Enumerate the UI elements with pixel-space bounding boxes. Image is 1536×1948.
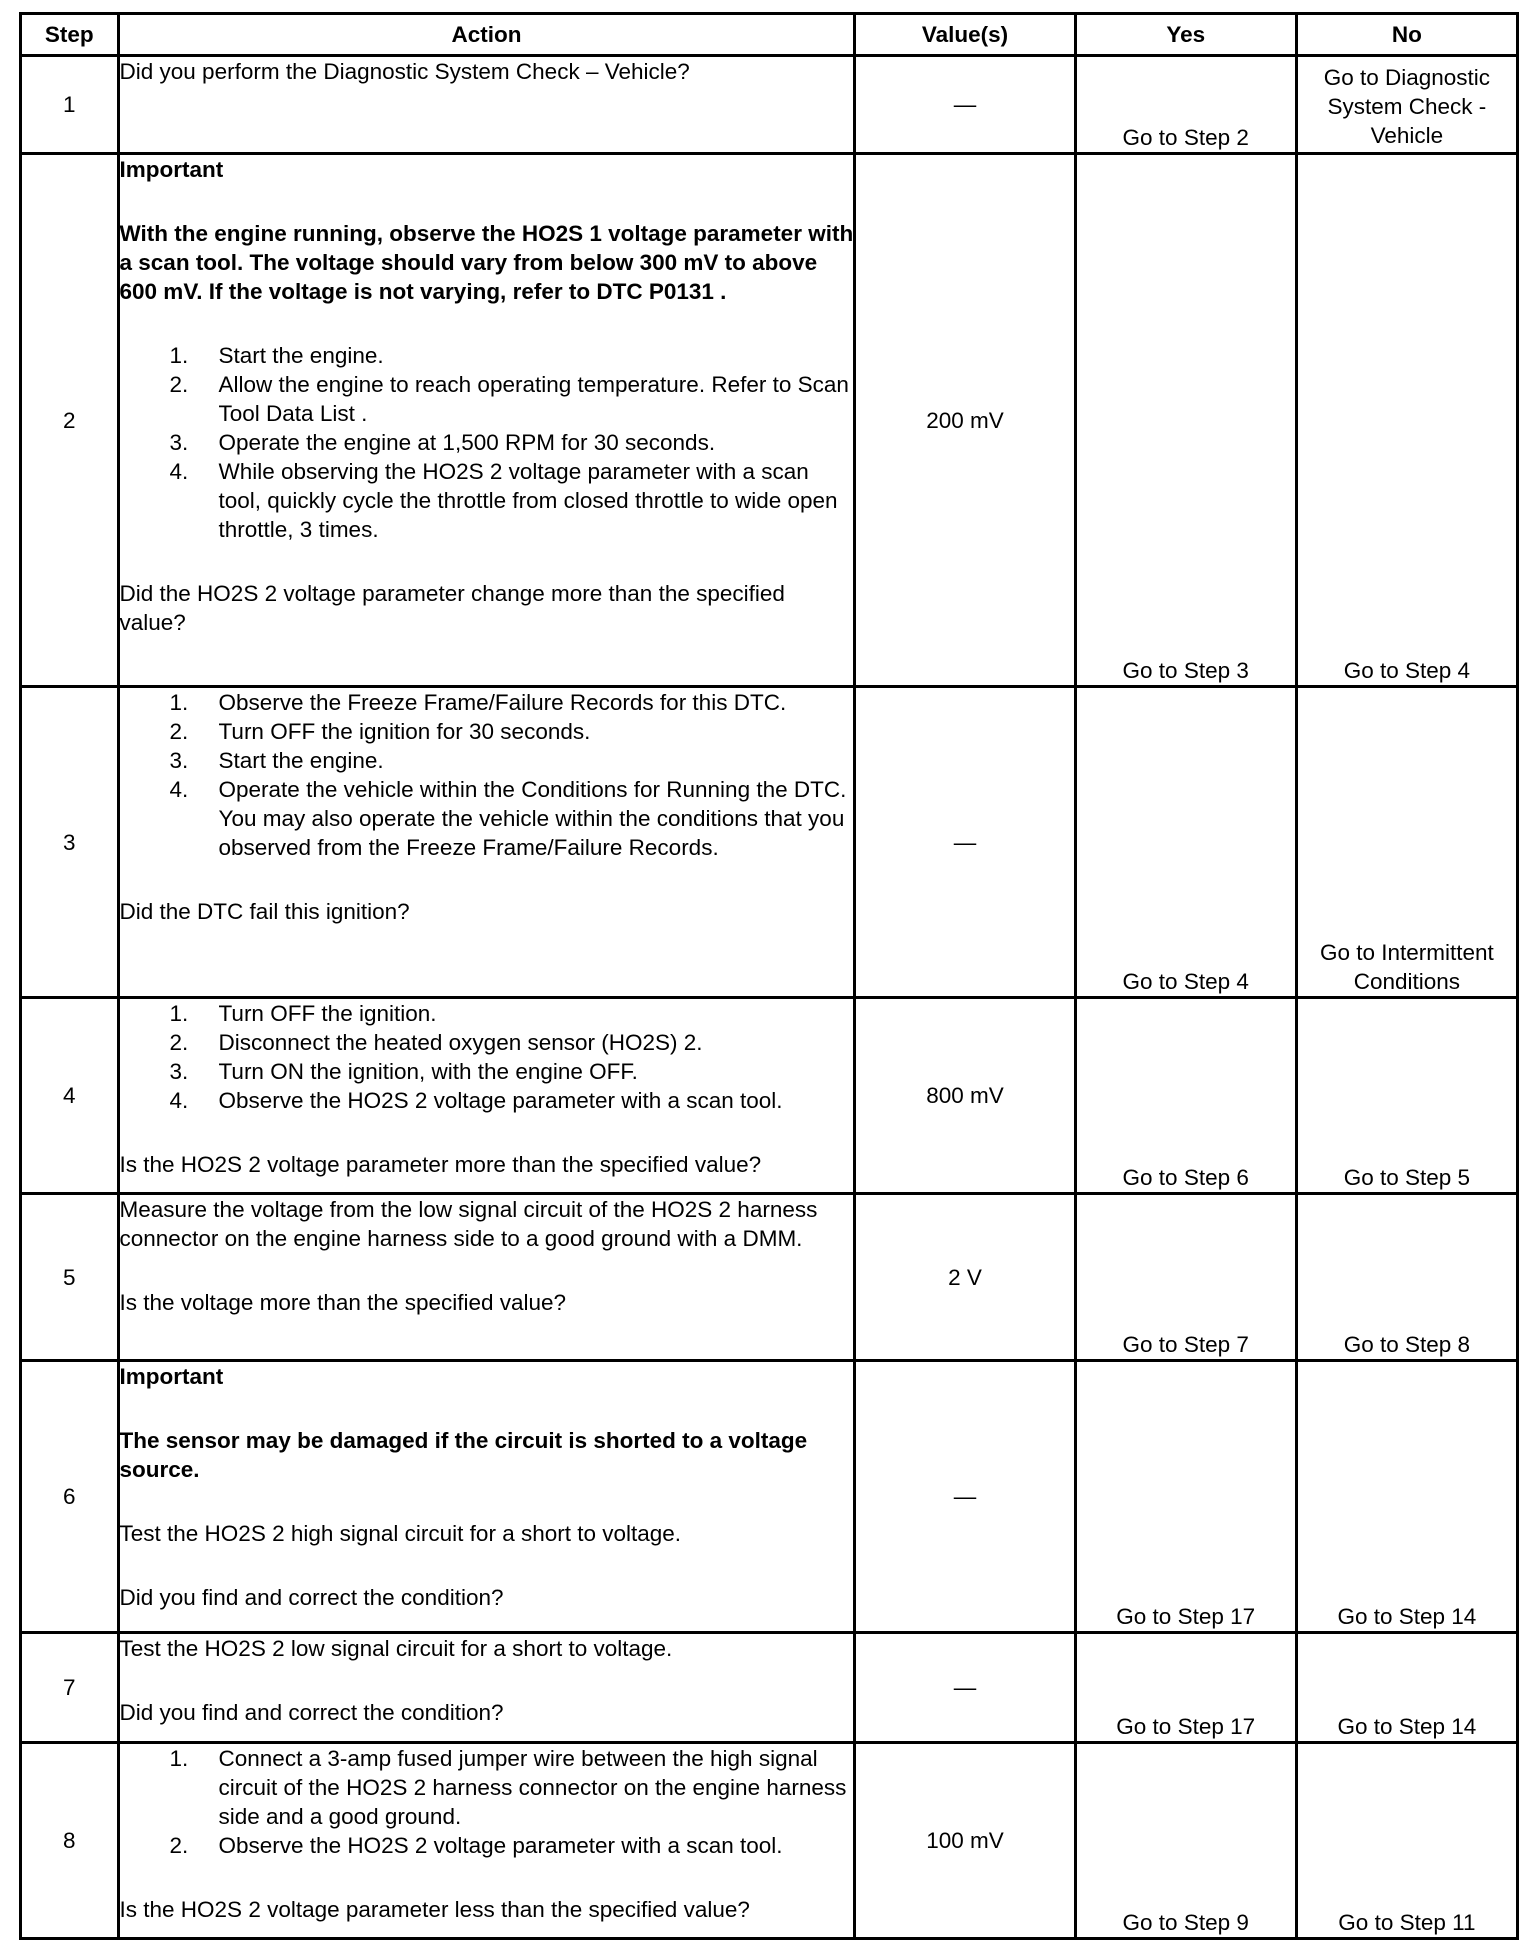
step-number: 2: [21, 154, 119, 687]
procedure-step: 4. Operate the vehicle within the Conditions for Running the DTC. You may also operate the vehicle within the conditions that you observed from the Freeze Frame/Failure Records.: [169, 777, 847, 860]
header-step: Step: [21, 14, 119, 56]
yes-cell: Go to Step 3: [1075, 154, 1296, 687]
procedure-step: 1. Observe the Freeze Frame/Failure Records for this DTC.: [169, 690, 787, 715]
step-question: Did the DTC fail this ignition?: [119, 899, 410, 924]
procedure-step: 4. Observe the HO2S 2 voltage parameter with a scan tool.: [169, 1088, 783, 1113]
step-instruction: Test the HO2S 2 low signal circuit for a short to voltage.: [119, 1636, 673, 1661]
value-cell: 2 V: [855, 1194, 1075, 1361]
procedure-list: [120, 1744, 854, 1860]
step-question: Did you find and correct the condition?: [119, 1700, 504, 1725]
step-row-8: [21, 1743, 1518, 1939]
procedure-list: [120, 999, 854, 1115]
step-number: 3: [21, 687, 119, 998]
step-row-4: [21, 998, 1518, 1194]
header-row: [21, 14, 1518, 56]
action-cell: [118, 154, 855, 687]
value-cell: 100 mV: [855, 1743, 1075, 1939]
procedure-step: 2. Observe the HO2S 2 voltage parameter with a scan tool.: [169, 1833, 783, 1858]
procedure-step: 4. While observing the HO2S 2 voltage parameter with a scan tool, quickly cycle the throttle from closed throttle to wide open throttle, 3 times.: [169, 459, 838, 542]
step-instruction: Measure the voltage from the low signal circuit of the HO2S 2 harness connector on the engine harness side to a good ground with a DMM.: [119, 1197, 818, 1251]
action-cell: [118, 687, 855, 998]
step-row-7: [21, 1633, 1518, 1743]
yes-cell: Go to Step 9: [1075, 1743, 1296, 1939]
procedure-step: 3. Operate the engine at 1,500 RPM for 30 seconds.: [169, 430, 716, 455]
header-no: No: [1296, 14, 1517, 56]
no-cell: Go to Step 14: [1296, 1633, 1517, 1743]
step-question: Is the HO2S 2 voltage parameter less than the specified value?: [119, 1897, 750, 1922]
step-row-5: [21, 1194, 1518, 1361]
diagnostic-table: [19, 12, 1519, 1940]
step-number: 7: [21, 1633, 119, 1743]
no-cell: Go to Step 5: [1296, 998, 1517, 1194]
header-action: Action: [118, 14, 855, 56]
action-cell: [118, 1743, 855, 1939]
no-cell: Go to Step 11: [1296, 1743, 1517, 1939]
procedure-step: 1. Connect a 3-amp fused jumper wire between the high signal circuit of the HO2S 2 harness connector on the engine harness side and a good ground.: [169, 1746, 847, 1829]
procedure-list: [120, 341, 854, 544]
no-cell: Go to Diagnostic System Check - Vehicle: [1296, 56, 1517, 154]
yes-cell: Go to Step 17: [1075, 1361, 1296, 1633]
value-cell: —: [855, 56, 1075, 154]
value-cell: —: [855, 1361, 1075, 1633]
value-cell: 800 mV: [855, 998, 1075, 1194]
header-yes: Yes: [1075, 14, 1296, 56]
yes-cell: Go to Step 4: [1075, 687, 1296, 998]
action-cell: [118, 1633, 855, 1743]
no-cell: Go to Step 4: [1296, 154, 1517, 687]
step-number: 5: [21, 1194, 119, 1361]
important-note: With the engine running, observe the HO2S 1 voltage parameter with a scan tool. The voltage should vary from below 300 mV to above 600 mV. If the voltage is not varying, refer to DTC P0131 .: [119, 221, 854, 304]
step-number: 6: [21, 1361, 119, 1633]
value-cell: —: [855, 687, 1075, 998]
step-row-6: [21, 1361, 1518, 1633]
yes-cell: Go to Step 2: [1075, 56, 1296, 154]
procedure-step: 2. Allow the engine to reach operating temperature. Refer to Scan Tool Data List .: [169, 372, 849, 426]
no-cell: Go to Step 14: [1296, 1361, 1517, 1633]
step-number: 8: [21, 1743, 119, 1939]
yes-cell: Go to Step 6: [1075, 998, 1296, 1194]
no-cell: Go to Intermittent Conditions: [1296, 687, 1517, 998]
important-label: Important: [119, 1364, 224, 1389]
yes-cell: Go to Step 17: [1075, 1633, 1296, 1743]
step-question: Did the HO2S 2 voltage parameter change more than the specified value?: [119, 581, 785, 635]
step-number: 1: [21, 56, 119, 154]
step-row-2: [21, 154, 1518, 687]
no-cell: Go to Step 8: [1296, 1194, 1517, 1361]
value-cell: 200 mV: [855, 154, 1075, 687]
action-cell: [118, 56, 855, 154]
yes-cell: Go to Step 7: [1075, 1194, 1296, 1361]
step-question: Is the HO2S 2 voltage parameter more than the specified value?: [119, 1152, 762, 1177]
step-number: 4: [21, 998, 119, 1194]
action-cell: [118, 1194, 855, 1361]
action-cell: [118, 1361, 855, 1633]
procedure-step: 3. Turn ON the ignition, with the engine OFF.: [169, 1059, 638, 1084]
important-note: The sensor may be damaged if the circuit is shorted to a voltage source.: [119, 1428, 808, 1482]
procedure-step: 1. Start the engine.: [169, 343, 384, 368]
procedure-step: 2. Disconnect the heated oxygen sensor (HO2S) 2.: [169, 1030, 703, 1055]
procedure-list: [120, 688, 854, 862]
step-question: Is the voltage more than the specified value?: [119, 1290, 567, 1315]
header-values: Value(s): [855, 14, 1075, 56]
value-cell: —: [855, 1633, 1075, 1743]
step-row-3: [21, 687, 1518, 998]
procedure-step: 2. Turn OFF the ignition for 30 seconds.: [169, 719, 591, 744]
step-question: Did you perform the Diagnostic System Check – Vehicle?: [119, 59, 690, 84]
action-cell: [118, 998, 855, 1194]
important-label: Important: [119, 157, 224, 182]
procedure-step: 3. Start the engine.: [169, 748, 384, 773]
step-instruction: Test the HO2S 2 high signal circuit for a short to voltage.: [119, 1521, 682, 1546]
step-row-1: [21, 56, 1518, 154]
step-question: Did you find and correct the condition?: [119, 1585, 504, 1610]
procedure-step: 1. Turn OFF the ignition.: [169, 1001, 437, 1026]
